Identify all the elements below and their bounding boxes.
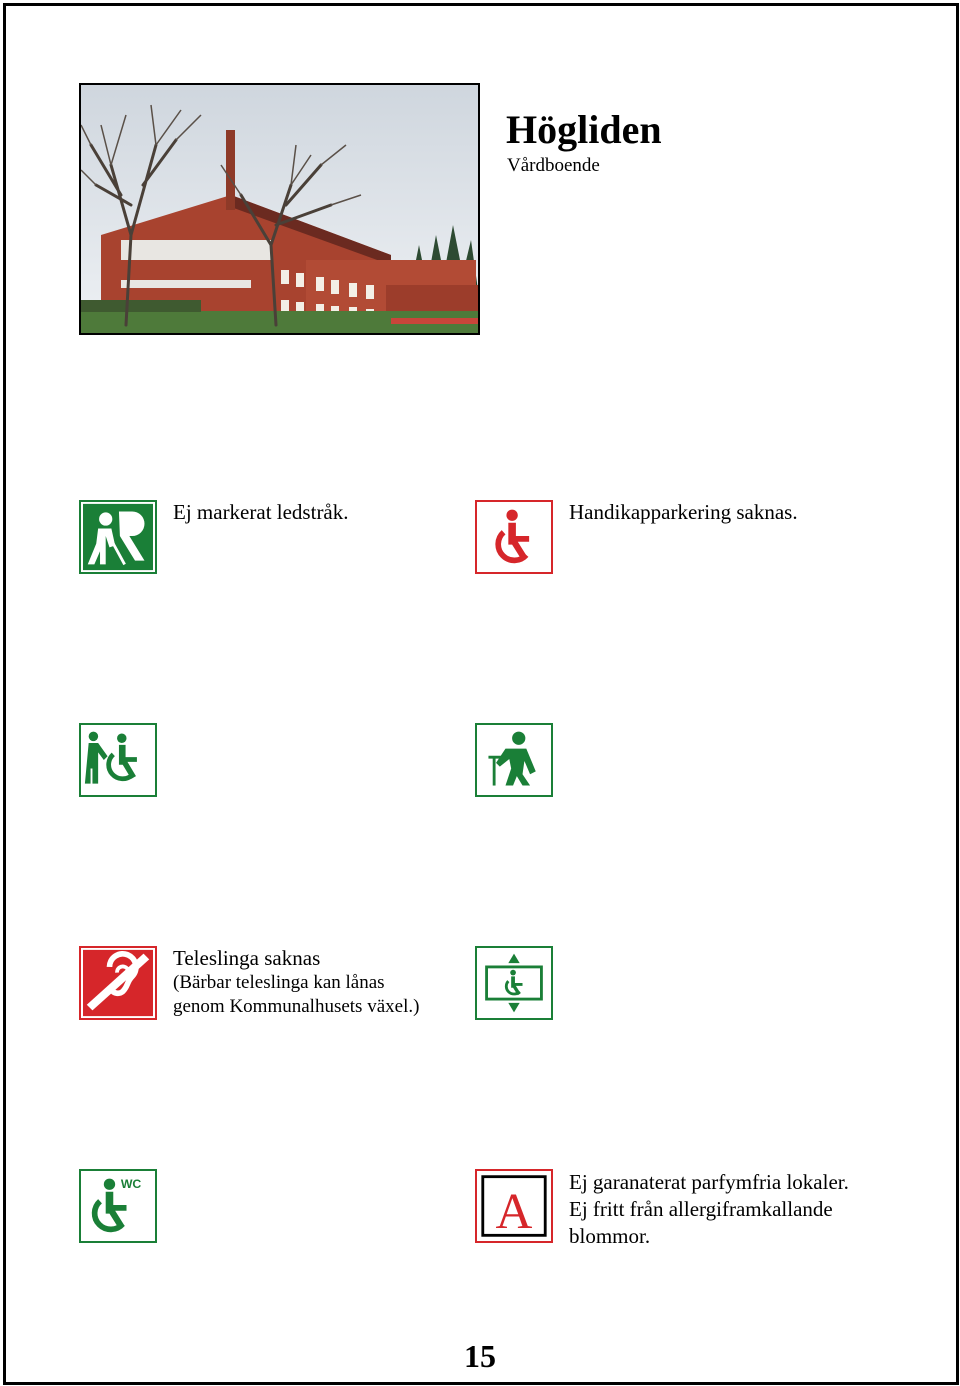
hearing-loop-text: [173, 946, 419, 1019]
allergy-icon: [475, 1169, 553, 1243]
accessible-elevator-icon: [475, 946, 553, 1020]
hearing-loop-line-1: Teleslinga saknas: [173, 946, 321, 970]
allergy-line-3: blommor.: [569, 1224, 651, 1248]
wc-badge: WC: [120, 1177, 142, 1192]
accessible-wc-icon: [79, 1169, 157, 1243]
allergy-badge: A: [495, 1182, 533, 1240]
allergy-line-2: Ej fritt från allergiframkallande: [569, 1197, 833, 1221]
page-number: 15: [464, 1338, 496, 1374]
allergy-text: [569, 1169, 849, 1250]
walking-impaired-icon: [475, 723, 553, 797]
page-title: Högliden: [506, 107, 662, 152]
guide-path-icon: [79, 500, 157, 574]
handicap-parking-text: Handikapparkering saknas.: [569, 500, 798, 524]
wheelchair-assist-icon: [79, 723, 157, 797]
page-subtitle: Vårdboende: [507, 155, 600, 176]
allergy-line-1: Ej garanaterat parfymfria lokaler.: [569, 1170, 849, 1194]
building-photo: [79, 83, 480, 335]
guide-path-text: Ej markerat ledstråk.: [173, 500, 349, 524]
handicap-parking-icon: [475, 500, 553, 574]
hearing-loop-icon: [79, 946, 157, 1020]
hearing-loop-line-2: (Bärbar teleslinga kan lånas: [173, 972, 385, 993]
hearing-loop-line-3: genom Kommunalhusets växel.): [173, 996, 420, 1017]
